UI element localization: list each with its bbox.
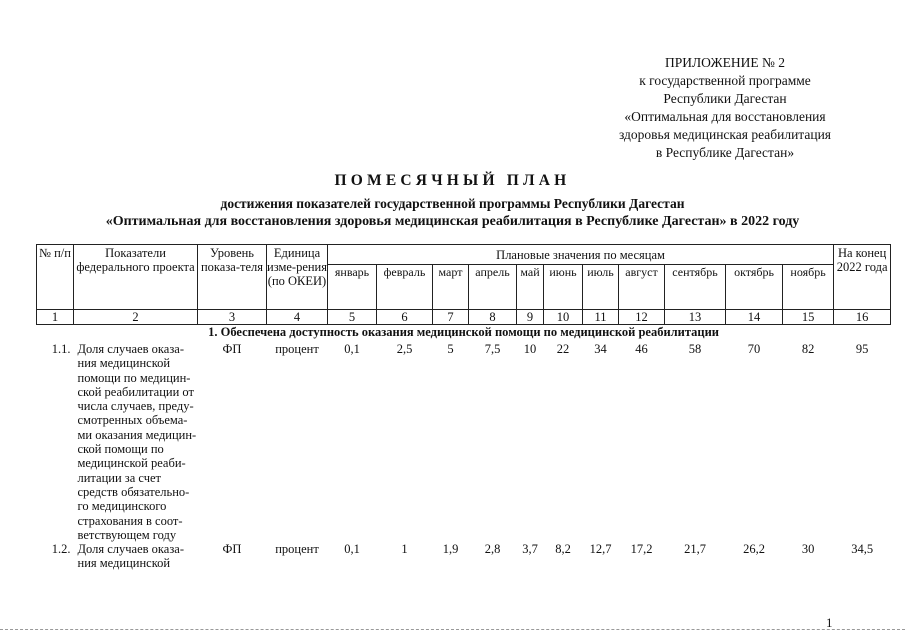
month-header: сентябрь [665, 265, 726, 310]
month-header: май [517, 265, 544, 310]
month-value: 26,2 [743, 542, 765, 557]
appendix-line: Республики Дагестан [663, 91, 787, 106]
month-value: 70 [747, 342, 761, 356]
month-header: ноябрь [783, 265, 834, 310]
month-header: январь [328, 265, 377, 310]
indicator-unit: процент [275, 542, 319, 557]
column-number: 16 [834, 310, 891, 325]
month-value: 82 [801, 342, 815, 356]
column-number: 6 [377, 310, 433, 325]
column-number: 10 [544, 310, 583, 325]
month-value: 17,2 [630, 542, 653, 557]
appendix-line: к государственной программе [639, 73, 811, 88]
header-num: № п/п [37, 245, 74, 310]
appendix-line: ПРИЛОЖЕНИЕ № 2 [664, 55, 786, 70]
month-value: 0,1 [344, 342, 360, 356]
section-heading: 1. Обеспечена доступность оказания медицинской помощи по медицинской реабилитации [208, 325, 720, 339]
column-number: 15 [783, 310, 834, 325]
column-number: 12 [619, 310, 665, 325]
row-number: 1.1. [51, 342, 71, 356]
month-value: 0,1 [344, 542, 360, 557]
header-planned-values: Плановые значения по месяцам [328, 245, 834, 265]
appendix-line: здоровья медицинская реабилитация [618, 127, 832, 142]
document-title: ПОМЕСЯЧНЫЙ ПЛАН [334, 172, 571, 189]
month-value: 21,7 [684, 542, 706, 557]
month-value: 34 [594, 342, 607, 356]
month-value: 12,7 [589, 542, 612, 557]
column-number: 4 [267, 310, 328, 325]
month-value: 58 [688, 342, 702, 356]
month-value: 46 [635, 342, 648, 356]
column-number: 14 [726, 310, 783, 325]
column-number: 2 [74, 310, 198, 325]
header-indicator: Показатели федерального проекта [74, 245, 198, 310]
month-header: июль [583, 265, 619, 310]
year-end-value: 34,5 [851, 542, 874, 557]
page-number: 1 [826, 615, 833, 630]
month-value: 2,8 [484, 542, 501, 557]
column-number: 3 [198, 310, 267, 325]
document-subtitle: достижения показателей государственной программы Республики Дагестан [220, 196, 685, 211]
program-name: «Оптимальная для восстановления здоровья медицинская реабилитация в Республике Дагестан» в 2022 году [105, 214, 800, 229]
month-header: июнь [544, 265, 583, 310]
month-value: 1 [401, 542, 408, 557]
column-number: 13 [665, 310, 726, 325]
month-value: 10 [523, 342, 537, 356]
row-number: 1.2. [51, 542, 71, 557]
appendix-block [590, 54, 860, 162]
header-level: Уровень показа-теля [198, 245, 267, 310]
column-number: 5 [328, 310, 377, 325]
month-header: февраль [377, 265, 433, 310]
month-header: март [433, 265, 469, 310]
header-year-end: На конец 2022 года [834, 245, 891, 310]
column-number: 8 [469, 310, 517, 325]
month-header: октябрь [726, 265, 783, 310]
month-value: 5 [447, 342, 454, 356]
table-row [37, 542, 891, 571]
appendix-line: в Республике Дагестан» [655, 145, 795, 160]
column-number: 1 [37, 310, 74, 325]
column-number: 9 [517, 310, 544, 325]
month-value: 7,5 [484, 342, 501, 356]
month-value: 3,7 [522, 542, 538, 557]
month-value: 2,5 [396, 342, 413, 356]
column-number: 11 [583, 310, 619, 325]
month-header: август [619, 265, 665, 310]
year-end-value: 95 [855, 342, 869, 356]
column-number: 7 [433, 310, 469, 325]
indicator-name: Доля случаев оказа-ния медицинской [77, 542, 185, 571]
indicator-name: Доля случаев оказа-ния медицинской помощи по медицин-ской реабилитации от числа случаев, преду-смотренных объема-ми оказания медицин-ской помощи по медицинской реаби-литации за счет средств обязательно-го медицинского страхования в соот-ветствующем году [77, 342, 197, 542]
month-value: 30 [801, 542, 815, 557]
indicator-unit: процент [275, 342, 319, 356]
table-row [37, 342, 891, 542]
monthly-plan-table [36, 244, 891, 571]
header-unit: Единица изме-рения (по ОКЕИ) [267, 245, 328, 310]
scan-edge-line [0, 629, 905, 630]
indicator-level: ФП [222, 342, 242, 356]
month-value: 1,9 [442, 542, 459, 557]
month-value: 22 [556, 342, 570, 356]
month-value: 8,2 [555, 542, 571, 557]
indicator-level: ФП [222, 542, 242, 557]
appendix-line: «Оптимальная для восстановления [624, 109, 826, 124]
month-header: апрель [469, 265, 517, 310]
